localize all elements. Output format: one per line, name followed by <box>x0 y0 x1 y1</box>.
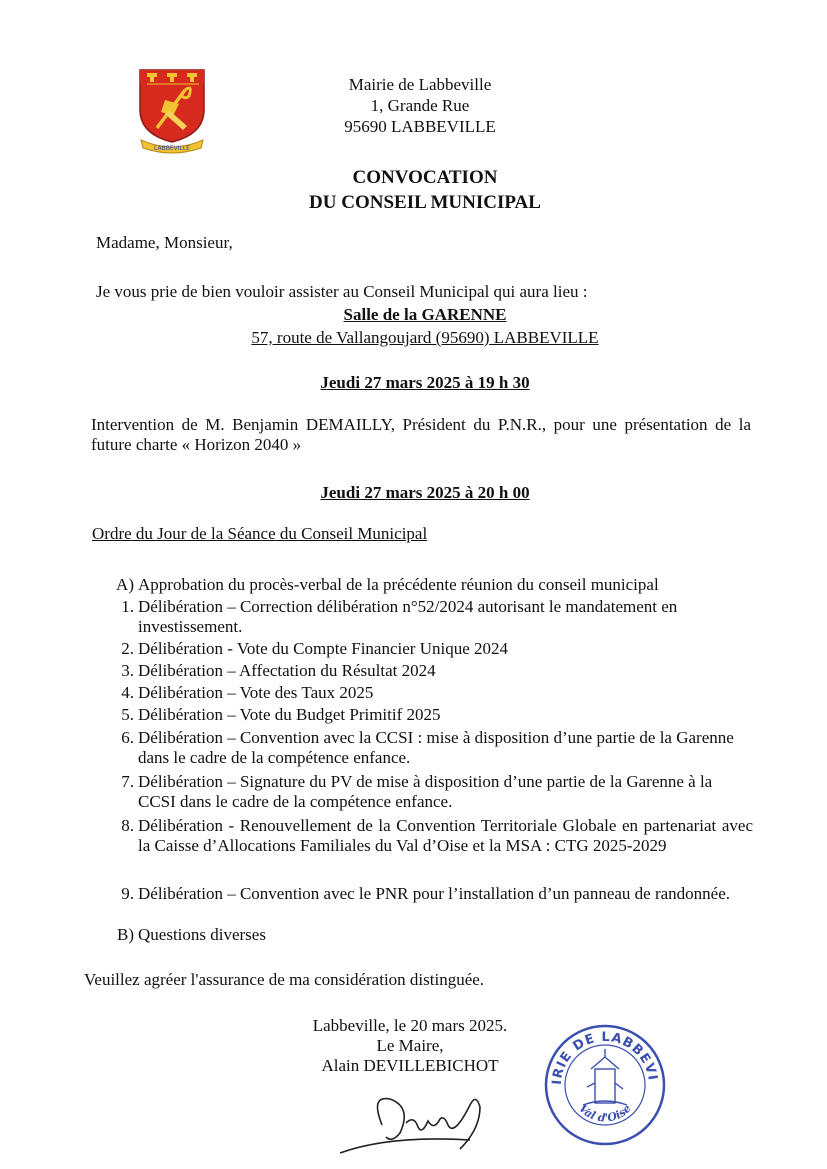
svg-text:Val d'Oise <box>576 1102 634 1125</box>
signature-block <box>280 1016 540 1076</box>
letterhead-line-3: 95690 LABBEVILLE <box>344 117 496 136</box>
handwritten-signature <box>330 1085 500 1160</box>
agenda-item-text: Délibération – Signature du PV de mise à disposition d’une partie de la Garenne à la CCSI dans le cadre de la compétence enfance. <box>138 772 713 811</box>
signature-role: Le Maire, <box>376 1036 444 1055</box>
intro-text: Je vous prie de bien vouloir assister au Conseil Municipal qui aura lieu : <box>96 282 588 301</box>
venue-address: 57, route de Vallangoujard (95690) LABBEVILLE <box>251 328 599 347</box>
letterhead-line-2: 1, Grande Rue <box>370 96 470 115</box>
title-line-2: DU CONSEIL MUNICIPAL <box>309 192 541 213</box>
agenda-item-text: Délibération - Renouvellement de la Convention Territoriale Globale en partenariat avec la Caisse d’Allocations Familiales du Val d’Oise et la MSA : CTG 2025-2029 <box>138 816 753 855</box>
document-title <box>250 165 600 215</box>
agenda-item-text: Délibération – Convention avec la CCSI : mise à disposition d’une partie de la Garenne dans le cadre de la compétence enfance. <box>138 728 734 767</box>
agenda-item-label: 9. <box>121 884 134 903</box>
agenda-item-label: 2. <box>121 639 134 658</box>
session2-datetime: Jeudi 27 mars 2025 à 20 h 00 <box>320 483 530 502</box>
title-line-1: CONVOCATION <box>352 167 498 188</box>
session1-datetime: Jeudi 27 mars 2025 à 19 h 30 <box>320 373 530 392</box>
letterhead <box>300 74 540 137</box>
agenda-item-text: Délibération - Vote du Compte Financier Unique 2024 <box>138 639 508 658</box>
letterhead-line-1: Mairie de Labbeville <box>348 75 492 94</box>
stamp-top-text: IRIE DE LABBEVI <box>549 1029 660 1086</box>
agenda-item-text: Délibération – Convention avec le PNR pour l’installation d’un panneau de randonnée. <box>138 884 731 903</box>
agenda-item-label: 3. <box>121 661 134 680</box>
agenda-title: Ordre du Jour de la Séance du Conseil Municipal <box>92 524 428 543</box>
closing-formula: Veuillez agréer l'assurance de ma considération distinguée. <box>84 970 485 989</box>
agenda-item-text: Délibération – Correction délibération n°52/2024 autorisant le mandatement en investissement. <box>138 597 678 636</box>
agenda-item-text: Délibération – Affectation du Résultat 2024 <box>138 661 436 680</box>
agenda-item-text: Délibération – Vote des Taux 2025 <box>138 683 374 702</box>
salutation: Madame, Monsieur, <box>96 233 233 252</box>
agenda-item-label: 7. <box>121 772 134 791</box>
agenda-item-label: 4. <box>121 683 134 702</box>
venue-name: Salle de la GARENNE <box>343 305 507 324</box>
agenda-item-text: Délibération – Vote du Budget Primitif 2025 <box>138 705 441 724</box>
agenda-item-text: Approbation du procès-verbal de la précédente réunion du conseil municipal <box>138 575 659 594</box>
crest-scroll-text: LABBEVILLE <box>154 145 190 152</box>
signature-name: Alain DEVILLEBICHOT <box>321 1056 499 1075</box>
agenda-item-label: 8. <box>121 816 134 835</box>
svg-text:MAIRIE DE LABBEVILLE <box>543 1023 660 1085</box>
agenda-item-label: 1. <box>121 597 134 616</box>
agenda-item-label: 5. <box>121 705 134 724</box>
agenda-item-label: B) <box>117 925 134 944</box>
stamp-bottom-text: Val d'Oise <box>576 1101 634 1125</box>
agenda-item-label: A) <box>116 575 134 594</box>
agenda-item-text: Questions diverses <box>138 925 266 944</box>
session1-description: Intervention de M. Benjamin DEMAILLY, Président du P.N.R., pour une présentation de la future charte « Horizon 2040 » <box>91 415 751 454</box>
agenda-item-label: 6. <box>121 728 134 747</box>
official-stamp <box>543 1023 667 1147</box>
coat-of-arms-logo <box>135 66 209 156</box>
signature-place-date: Labbeville, le 20 mars 2025. <box>312 1016 508 1035</box>
